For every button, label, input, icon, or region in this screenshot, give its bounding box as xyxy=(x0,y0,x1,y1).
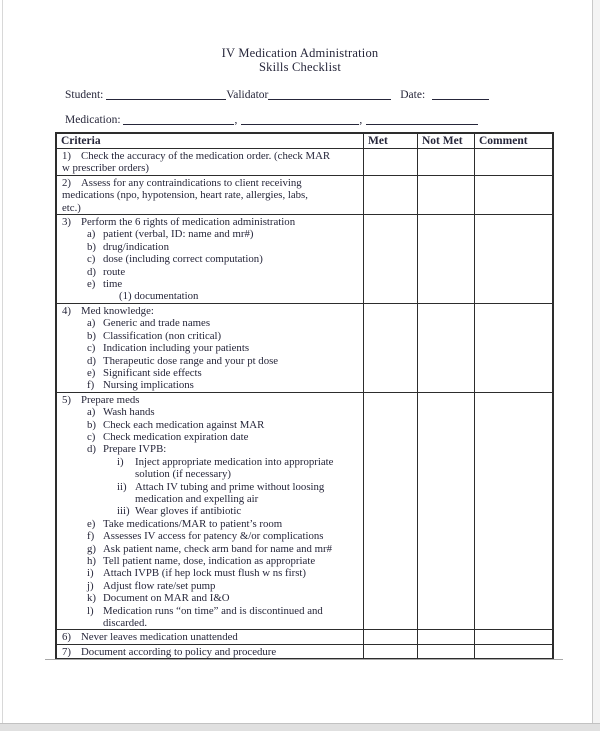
criteria-line xyxy=(57,493,363,505)
item-text: Nursing implications xyxy=(103,379,194,392)
criteria-line xyxy=(57,468,363,480)
item-marker: l) xyxy=(87,604,94,617)
item-text: Ask patient name, check arm band for name and mr# xyxy=(103,542,333,555)
criteria-line xyxy=(57,456,363,468)
criteria-column-header: Criteria xyxy=(56,133,364,149)
criteria-line xyxy=(57,631,363,643)
criteria-line xyxy=(57,253,363,265)
met-cell xyxy=(364,644,418,659)
item-marker: 6) xyxy=(62,631,71,644)
table-row xyxy=(56,175,553,214)
doc-title xyxy=(0,47,600,74)
item-text: Prepare IVPB: xyxy=(103,443,167,456)
met-cell xyxy=(364,149,418,176)
item-text: Document according to policy and procedure xyxy=(81,645,277,658)
criteria-line xyxy=(57,355,363,367)
page-edge-left xyxy=(2,0,3,724)
comment-cell xyxy=(475,175,554,214)
criteria-line xyxy=(57,617,363,629)
not-met-cell xyxy=(418,644,475,659)
criteria-line xyxy=(57,567,363,579)
item-text: Therapeutic dose range and your pt dose xyxy=(103,354,279,367)
criteria-cell xyxy=(56,175,364,214)
item-marker: 5) xyxy=(62,393,71,406)
item-text: Wash hands xyxy=(103,406,155,419)
not-met-cell xyxy=(418,392,475,630)
criteria-line xyxy=(57,202,363,214)
criteria-line xyxy=(57,518,363,530)
doc-title-line2: Skills Checklist xyxy=(258,59,342,74)
criteria-line xyxy=(57,505,363,517)
medication-label: Medication: xyxy=(65,114,121,126)
criteria-cell xyxy=(56,215,364,304)
item-text: Assesses IV access for patency &/or complications xyxy=(103,530,324,543)
not-met-cell xyxy=(418,175,475,214)
criteria-cell xyxy=(56,303,364,392)
comment-cell xyxy=(475,644,554,659)
criteria-line xyxy=(57,406,363,418)
criteria-line xyxy=(57,216,363,228)
criteria-cell xyxy=(56,644,364,659)
item-marker: 7) xyxy=(62,645,71,658)
met-cell xyxy=(364,303,418,392)
item-text: dose (including correct computation) xyxy=(103,253,263,266)
item-marker: b) xyxy=(87,240,96,253)
student-blank-line xyxy=(106,88,226,100)
item-text: Significant side effects xyxy=(103,366,202,379)
item-text: Take medications/MAR to patient’s room xyxy=(103,517,283,530)
item-marker: f) xyxy=(87,530,95,543)
criteria-line xyxy=(57,367,363,379)
item-text: medications (npo, hypotension, heart rate, allergies, labs, xyxy=(62,189,308,202)
criteria-line xyxy=(57,266,363,278)
item-marker: c) xyxy=(87,342,96,355)
criteria-cell xyxy=(56,149,364,176)
not-met-cell xyxy=(418,215,475,304)
criteria-line xyxy=(57,317,363,329)
met-cell xyxy=(364,215,418,304)
item-marker: a) xyxy=(87,406,96,419)
item-text: Document on MAR and I&O xyxy=(103,592,230,605)
item-marker: 1) xyxy=(62,150,71,162)
comment-cell xyxy=(475,215,554,304)
item-marker: 3) xyxy=(62,216,71,229)
comment-column-header: Comment xyxy=(475,133,554,149)
item-marker: i) xyxy=(117,455,124,468)
medication-blank-line-3 xyxy=(366,113,478,125)
criteria-line xyxy=(57,278,363,290)
scan-shadow-line xyxy=(45,659,563,660)
item-marker: d) xyxy=(87,265,96,278)
comment-cell xyxy=(475,392,554,630)
validator-label: Validator xyxy=(226,89,269,101)
item-marker: c) xyxy=(87,430,96,443)
criteria-line xyxy=(57,530,363,542)
item-text: Prepare meds xyxy=(81,393,140,406)
item-text: Check each medication against MAR xyxy=(103,418,265,431)
criteria-line xyxy=(57,481,363,493)
student-label: Student: xyxy=(65,89,104,101)
item-marker: c) xyxy=(87,253,96,266)
item-marker: g) xyxy=(87,542,96,555)
criteria-line xyxy=(57,605,363,617)
item-text: medication and expelling air xyxy=(135,492,259,505)
criteria-line xyxy=(57,177,363,189)
table-header-row xyxy=(56,133,553,149)
not-met-column-header: Not Met xyxy=(418,133,475,149)
item-text: Generic and trade names xyxy=(103,317,211,330)
item-text: etc.) xyxy=(62,201,81,214)
criteria-line xyxy=(57,342,363,354)
table-row xyxy=(56,392,553,630)
item-marker: e) xyxy=(87,366,96,379)
not-met-cell xyxy=(418,303,475,392)
item-text: Medication runs “on time” and is discontinued and xyxy=(103,604,323,617)
validator-blank-line xyxy=(268,88,391,100)
item-text: Tell patient name, dose, indication as appropriate xyxy=(103,555,316,567)
item-text: Never leaves medication unattended xyxy=(81,631,238,644)
criteria-table-body xyxy=(56,149,553,660)
item-text: Assess for any contraindications to client receiving xyxy=(81,176,302,189)
criteria-table xyxy=(55,132,554,660)
item-marker: 4) xyxy=(62,304,71,317)
comment-cell xyxy=(475,630,554,644)
table-row xyxy=(56,630,553,644)
medication-blank-line-2 xyxy=(241,113,359,125)
item-text: (1) documentation xyxy=(119,290,199,303)
item-text: w prescriber orders) xyxy=(62,162,149,175)
not-met-cell xyxy=(418,630,475,644)
item-text: Check the accuracy of the medication order. (check MAR xyxy=(81,150,331,162)
criteria-line xyxy=(57,379,363,391)
criteria-line xyxy=(57,228,363,240)
met-column-header: Met xyxy=(364,133,418,149)
item-text: Adjust flow rate/set pump xyxy=(103,579,216,592)
item-text: Check medication expiration date xyxy=(103,430,249,443)
item-marker: b) xyxy=(87,329,96,342)
item-marker: i) xyxy=(87,567,94,580)
criteria-line xyxy=(57,394,363,406)
table-row xyxy=(56,303,553,392)
item-text: discarded. xyxy=(103,617,148,630)
date-label: Date: xyxy=(400,89,426,101)
criteria-table-wrap xyxy=(45,132,573,660)
medication-comma-2: , xyxy=(359,114,363,126)
criteria-line xyxy=(57,543,363,555)
item-marker: j) xyxy=(87,579,94,592)
criteria-line xyxy=(57,150,363,162)
medication-comma-1: , xyxy=(234,114,238,126)
item-marker: e) xyxy=(87,278,96,291)
criteria-line xyxy=(57,419,363,431)
criteria-cell xyxy=(56,630,364,644)
item-marker: f) xyxy=(87,379,95,392)
item-text: Attach IV tubing and prime without loosing xyxy=(135,480,325,493)
item-text: Perform the 6 rights of medication administration xyxy=(81,216,296,229)
item-text: route xyxy=(103,265,126,278)
item-marker: d) xyxy=(87,443,96,456)
item-text: solution (if necessary) xyxy=(135,468,231,481)
item-text: Attach IVPB (if hep lock must flush w ns first) xyxy=(103,567,307,580)
item-marker: 2) xyxy=(62,176,71,189)
item-text: patient (verbal, ID: name and mr#) xyxy=(103,228,254,241)
criteria-line xyxy=(57,443,363,455)
criteria-line xyxy=(57,241,363,253)
item-text: Med knowledge: xyxy=(81,304,154,317)
item-text: drug/indication xyxy=(103,240,169,253)
item-marker: ii) xyxy=(117,480,127,493)
criteria-cell xyxy=(56,392,364,630)
criteria-line xyxy=(57,431,363,443)
met-cell xyxy=(364,392,418,630)
criteria-line xyxy=(57,555,363,567)
table-row xyxy=(56,149,553,176)
item-text: time xyxy=(103,278,123,291)
item-text: Classification (non critical) xyxy=(103,329,222,342)
met-cell xyxy=(364,630,418,644)
medication-line xyxy=(65,113,478,126)
date-blank-line xyxy=(432,88,489,100)
item-marker: a) xyxy=(87,317,96,330)
page-margin-right xyxy=(593,0,600,730)
item-marker: iii) xyxy=(117,505,130,518)
not-met-cell xyxy=(418,149,475,176)
item-marker: d) xyxy=(87,354,96,367)
item-text: Inject appropriate medication into appropriate xyxy=(135,455,334,468)
criteria-line xyxy=(57,162,363,174)
item-marker: b) xyxy=(87,418,96,431)
item-marker: h) xyxy=(87,555,96,567)
item-marker: a) xyxy=(87,228,96,241)
page-edge-right xyxy=(592,0,593,724)
met-cell xyxy=(364,175,418,214)
table-row xyxy=(56,215,553,304)
criteria-line xyxy=(57,646,363,658)
criteria-line xyxy=(57,290,363,302)
criteria-line xyxy=(57,580,363,592)
criteria-line xyxy=(57,592,363,604)
student-validator-date-line xyxy=(65,88,489,101)
comment-cell xyxy=(475,149,554,176)
comment-cell xyxy=(475,303,554,392)
table-row xyxy=(56,644,553,659)
item-text: Indication including your patients xyxy=(103,342,250,355)
criteria-line xyxy=(57,305,363,317)
doc-title-line1: IV Medication Administration xyxy=(221,46,379,60)
criteria-line xyxy=(57,189,363,201)
item-marker: k) xyxy=(87,592,96,605)
criteria-line xyxy=(57,330,363,342)
item-text: Wear gloves if antibiotic xyxy=(135,505,242,518)
medication-blank-line-1 xyxy=(123,113,234,125)
item-marker: e) xyxy=(87,517,96,530)
